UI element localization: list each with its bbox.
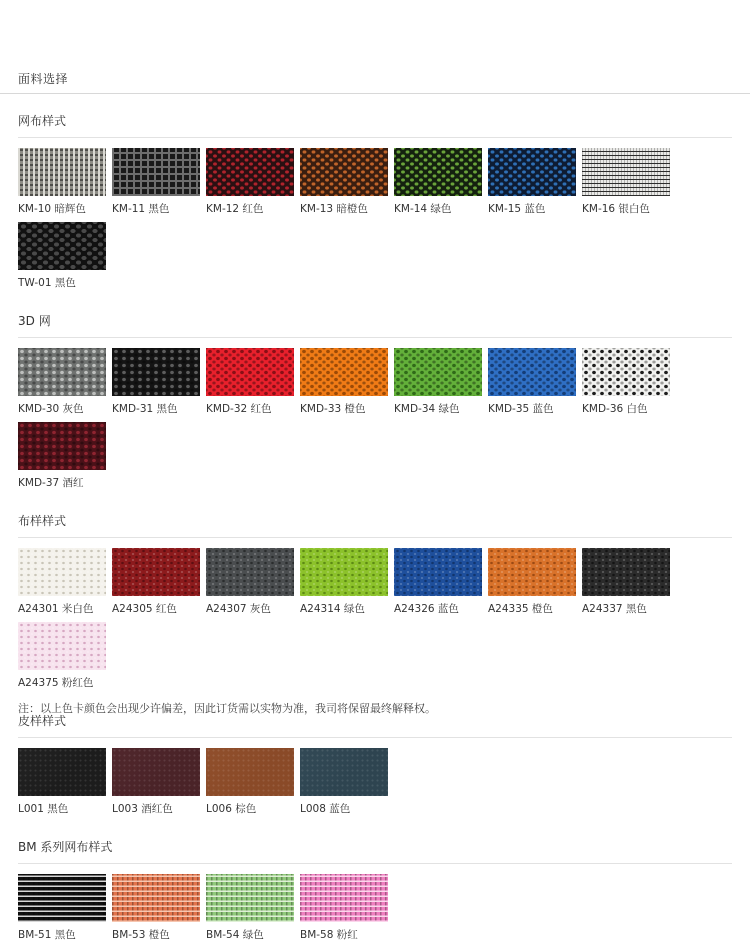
- swatch-texture[interactable]: [18, 748, 106, 796]
- swatch-item[interactable]: [112, 874, 203, 942]
- swatch-label: KM-11 黑色: [112, 203, 170, 215]
- swatch-label: BM-53 橙色: [112, 929, 170, 941]
- section-title: 网布样式: [18, 114, 67, 128]
- swatch-texture[interactable]: [112, 348, 200, 396]
- swatch-item[interactable]: [18, 622, 109, 690]
- sections-container: [0, 100, 750, 952]
- swatch-item[interactable]: [300, 548, 391, 616]
- swatch-item[interactable]: [582, 148, 673, 216]
- swatch-label: KMD-31 黑色: [112, 403, 178, 415]
- section-title: 布样样式: [18, 514, 67, 528]
- swatch-label: KMD-34 绿色: [394, 403, 460, 415]
- swatch-item[interactable]: [488, 348, 579, 416]
- swatch-label: KM-10 暗辉色: [18, 203, 86, 215]
- swatch-item[interactable]: [206, 348, 297, 416]
- swatch-item[interactable]: [394, 148, 485, 216]
- swatch-texture[interactable]: [300, 348, 388, 396]
- swatch-item[interactable]: [112, 348, 203, 416]
- swatch-item[interactable]: [112, 148, 203, 216]
- swatch-label: KMD-32 红色: [206, 403, 272, 415]
- swatch-label: A24335 橙色: [488, 603, 553, 615]
- swatch-grid: [18, 738, 732, 822]
- swatch-label: L006 棕色: [206, 803, 257, 815]
- swatch-texture[interactable]: [18, 348, 106, 396]
- title-divider: [0, 93, 750, 94]
- swatch-texture[interactable]: [18, 422, 106, 470]
- swatch-texture[interactable]: [18, 548, 106, 596]
- swatch-label: KM-12 红色: [206, 203, 264, 215]
- swatch-texture[interactable]: [18, 222, 106, 270]
- swatch-texture[interactable]: [18, 874, 106, 922]
- swatch-label: KM-15 蓝色: [488, 203, 546, 215]
- swatch-label: TW-01 黑色: [18, 277, 76, 289]
- swatch-texture[interactable]: [112, 748, 200, 796]
- swatch-grid: [18, 864, 732, 948]
- swatch-label: KM-13 暗橙色: [300, 203, 368, 215]
- swatch-texture[interactable]: [394, 148, 482, 196]
- swatch-item[interactable]: [206, 748, 297, 816]
- section-title: 皮样样式: [18, 714, 67, 728]
- swatch-texture[interactable]: [488, 148, 576, 196]
- swatch-label: L001 黑色: [18, 803, 69, 815]
- fabric-section: [0, 826, 750, 948]
- swatch-item[interactable]: [112, 748, 203, 816]
- swatch-texture[interactable]: [300, 548, 388, 596]
- swatch-texture[interactable]: [206, 874, 294, 922]
- swatch-label: BM-54 绿色: [206, 929, 264, 941]
- swatch-label: BM-51 黑色: [18, 929, 76, 941]
- fabric-section: [0, 300, 750, 496]
- swatch-item[interactable]: [18, 222, 109, 290]
- swatch-texture[interactable]: [206, 748, 294, 796]
- swatch-item[interactable]: [394, 348, 485, 416]
- swatch-item[interactable]: [112, 548, 203, 616]
- page-title: 面料选择: [18, 72, 69, 86]
- swatch-label: KMD-37 酒红: [18, 477, 84, 489]
- swatch-texture[interactable]: [300, 874, 388, 922]
- swatch-item[interactable]: [18, 874, 109, 942]
- swatch-texture[interactable]: [112, 548, 200, 596]
- swatch-item[interactable]: [206, 548, 297, 616]
- swatch-label: A24326 蓝色: [394, 603, 459, 615]
- fabric-section: [0, 500, 750, 696]
- swatch-label: A24305 红色: [112, 603, 177, 615]
- section-title: 3D 网: [18, 314, 51, 328]
- swatch-grid: [18, 138, 732, 296]
- swatch-item[interactable]: [300, 748, 391, 816]
- swatch-item[interactable]: [18, 422, 109, 490]
- swatch-texture[interactable]: [300, 148, 388, 196]
- swatch-texture[interactable]: [206, 348, 294, 396]
- swatch-label: A24314 绿色: [300, 603, 365, 615]
- swatch-texture[interactable]: [300, 748, 388, 796]
- swatch-item[interactable]: [394, 548, 485, 616]
- swatch-label: A24307 灰色: [206, 603, 271, 615]
- swatch-label: KMD-35 蓝色: [488, 403, 554, 415]
- swatch-item[interactable]: [582, 548, 673, 616]
- swatch-texture[interactable]: [582, 348, 670, 396]
- fabric-section: [0, 700, 750, 822]
- swatch-item[interactable]: [18, 148, 109, 216]
- fabric-section: [0, 100, 750, 296]
- swatch-texture[interactable]: [18, 622, 106, 670]
- swatch-texture[interactable]: [394, 348, 482, 396]
- swatch-grid: [18, 538, 732, 696]
- swatch-texture[interactable]: [582, 148, 670, 196]
- swatch-texture[interactable]: [18, 148, 106, 196]
- swatch-label: KMD-30 灰色: [18, 403, 84, 415]
- swatch-item[interactable]: [18, 548, 109, 616]
- swatch-item[interactable]: [300, 348, 391, 416]
- swatch-item[interactable]: [300, 148, 391, 216]
- swatch-label: BM-58 粉红: [300, 929, 358, 941]
- swatch-item[interactable]: [300, 874, 391, 942]
- swatch-texture[interactable]: [112, 874, 200, 922]
- swatch-label: L008 蓝色: [300, 803, 351, 815]
- swatch-texture[interactable]: [206, 548, 294, 596]
- swatch-item[interactable]: [206, 874, 297, 942]
- swatch-item[interactable]: [18, 348, 109, 416]
- swatch-texture[interactable]: [394, 548, 482, 596]
- swatch-item[interactable]: [206, 148, 297, 216]
- swatch-label: A24337 黑色: [582, 603, 647, 615]
- swatch-grid: [18, 338, 732, 496]
- swatch-label: A24301 米白色: [18, 603, 94, 615]
- swatch-label: KMD-36 白色: [582, 403, 648, 415]
- swatch-item[interactable]: [18, 748, 109, 816]
- swatch-label: L003 酒红色: [112, 803, 173, 815]
- swatch-item[interactable]: [488, 548, 579, 616]
- swatch-texture[interactable]: [206, 148, 294, 196]
- swatch-texture[interactable]: [488, 348, 576, 396]
- swatch-label: KMD-33 橙色: [300, 403, 366, 415]
- disclaimer-note: 注：以上色卡颜色会出现少许偏差，因此订货需以实物为准，我司将保留最终解释权。: [18, 702, 436, 715]
- swatch-label: KM-16 银白色: [582, 203, 650, 215]
- section-title: BM 系列网布样式: [18, 840, 113, 854]
- swatch-item[interactable]: [582, 348, 673, 416]
- swatch-label: A24375 粉红色: [18, 677, 94, 689]
- swatch-texture[interactable]: [582, 548, 670, 596]
- swatch-item[interactable]: [488, 148, 579, 216]
- swatch-texture[interactable]: [112, 148, 200, 196]
- swatch-texture[interactable]: [488, 548, 576, 596]
- swatch-label: KM-14 绿色: [394, 203, 452, 215]
